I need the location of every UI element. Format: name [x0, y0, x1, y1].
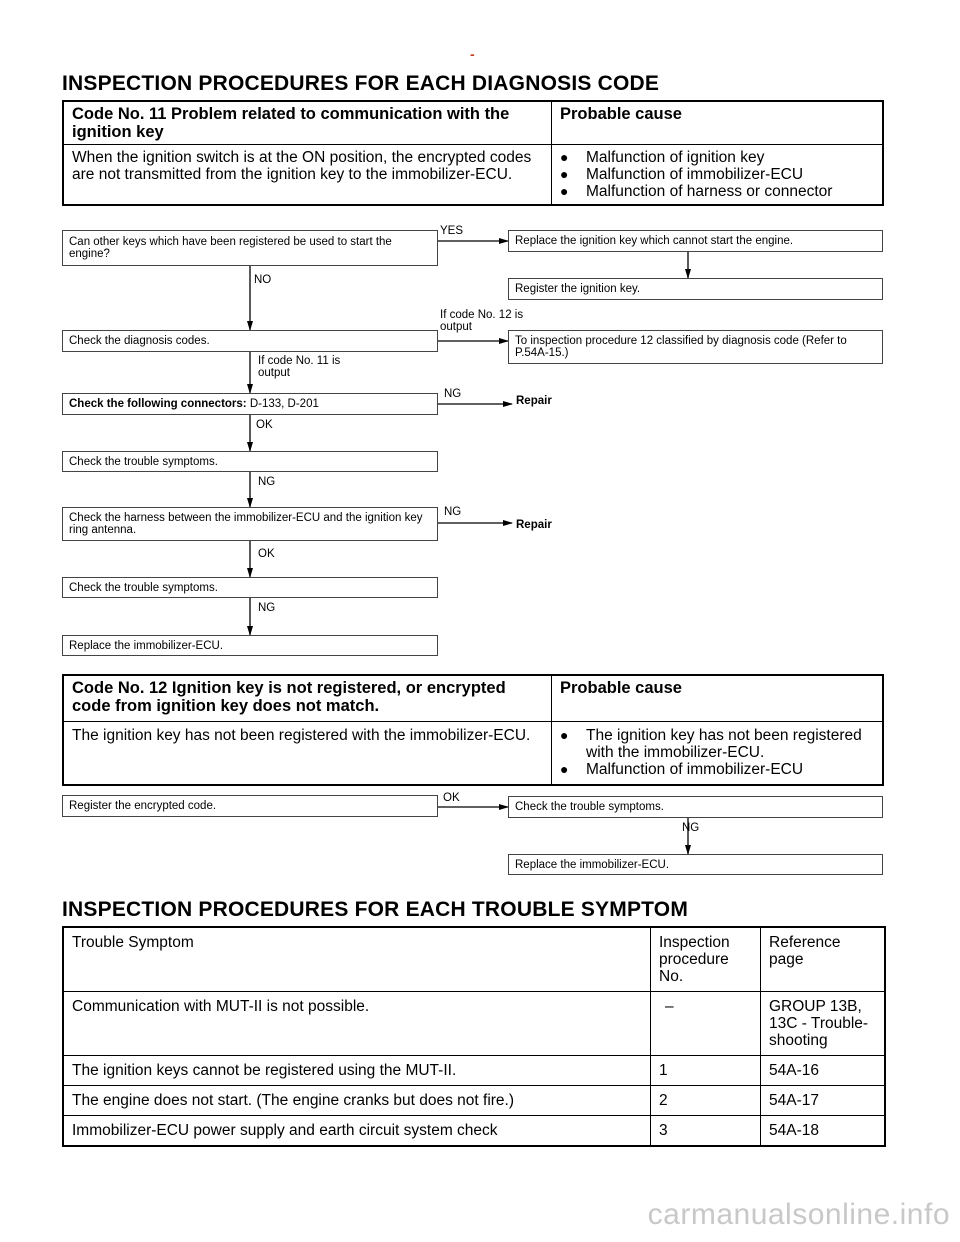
- flow-check-connectors: Check the following connectors: D-133, D-201: [62, 393, 438, 415]
- watermark-text: carmanualsonline.info: [647, 1198, 950, 1231]
- cause-item: ● Malfunction of immobilizer-ECU: [560, 761, 804, 778]
- code11-description: When the ignition switch is at the ON position, the encrypted codes are not transmitted from the ignition key to the immobilizer-ECU.: [64, 145, 552, 204]
- cell-symptom: Communication with MUT-II is not possible.: [63, 992, 651, 1056]
- cell-procedure: –: [651, 992, 761, 1056]
- table-row: [63, 992, 885, 1056]
- code12-table: [62, 674, 884, 786]
- flow-label-yes: YES: [440, 225, 464, 237]
- code11-cause-header: Probable cause: [560, 105, 682, 123]
- flow-repair-2: Repair: [516, 519, 552, 531]
- cell-symptom: The engine does not start. (The engine cranks but does not fire.): [63, 1086, 651, 1116]
- cell-procedure: 1: [651, 1056, 761, 1086]
- cause-item: ● Malfunction of harness or connector: [560, 183, 833, 200]
- col-header-procedure: Inspection procedure No.: [651, 927, 761, 992]
- flow12-replace-ecu: Replace the immobilizer-ECU.: [508, 854, 883, 875]
- table-row: [63, 1086, 885, 1116]
- bullet-icon: ●: [560, 149, 569, 165]
- table-header-row: [63, 927, 885, 992]
- code12-description: The ignition key has not been registered with the immobilizer-ECU.: [64, 722, 552, 784]
- flow-label-no: NO: [254, 274, 272, 286]
- bullet-icon: ●: [560, 761, 569, 777]
- flow12-check-symptoms: Check the trouble symptoms.: [508, 796, 883, 818]
- cause-item: ● Malfunction of immobilizer-ECU: [560, 166, 804, 183]
- flow-label-ng1: NG: [444, 388, 462, 400]
- cell-symptom: Immobilizer-ECU power supply and earth circuit system check: [63, 1116, 651, 1147]
- flow-replace-ecu: Replace the immobilizer-ECU.: [62, 635, 438, 656]
- top-mark: -: [470, 46, 475, 62]
- cell-reference: GROUP 13B, 13C - Trouble-shooting: [761, 992, 886, 1056]
- flow12-label-ok: OK: [443, 792, 460, 804]
- flow-to-procedure-12: To inspection procedure 12 classified by diagnosis code (Refer to P.54A-15.): [508, 330, 883, 364]
- table-row: [63, 1056, 885, 1086]
- flow-label-ok1: OK: [256, 419, 273, 431]
- flow-label-ng4: NG: [258, 602, 276, 614]
- code12-causes: [552, 722, 882, 784]
- section-title-trouble-symptom: INSPECTION PROCEDURES FOR EACH TROUBLE SYMPTOM: [62, 898, 689, 921]
- flow-question-other-keys: Can other keys which have been registered be used to start the engine?: [62, 230, 438, 266]
- flow12-label-ng: NG: [682, 822, 700, 834]
- flow-check-symptoms-1: Check the trouble symptoms.: [62, 451, 438, 472]
- col-header-symptom: Trouble Symptom: [63, 927, 651, 992]
- cell-procedure: 2: [651, 1086, 761, 1116]
- flow-check-codes: Check the diagnosis codes.: [62, 330, 438, 352]
- cell-symptom: The ignition keys cannot be registered using the MUT-II.: [63, 1056, 651, 1086]
- flow-register-key: Register the ignition key.: [508, 278, 883, 300]
- cell-reference: 54A-18: [761, 1116, 886, 1147]
- bullet-icon: ●: [560, 183, 569, 199]
- cause-item: ● The ignition key has not been registered with the immobilizer-ECU.: [560, 727, 862, 761]
- table-row: [63, 1116, 885, 1147]
- code12-header: Code No. 12 Ignition key is not registered, or encrypted code from ignition key does not match.: [64, 676, 552, 721]
- bullet-icon: ●: [560, 727, 569, 743]
- code11-header: Code No. 11 Problem related to communication with the ignition key: [64, 102, 552, 144]
- flow-repair-1: Repair: [516, 395, 552, 407]
- cell-reference: 54A-16: [761, 1056, 886, 1086]
- flow-check-symptoms-2: Check the trouble symptoms.: [62, 577, 438, 598]
- col-header-reference: Reference page: [761, 927, 886, 992]
- bullet-icon: ●: [560, 166, 569, 182]
- trouble-symptom-table: [62, 926, 886, 1147]
- flow12-register-code: Register the encrypted code.: [62, 795, 438, 817]
- cell-reference: 54A-17: [761, 1086, 886, 1116]
- cause-item: ● Malfunction of ignition key: [560, 149, 765, 166]
- flow-label-ng3: NG: [444, 506, 462, 518]
- flow-label-if12: If code No. 12 is output: [440, 309, 524, 333]
- flow-replace-key: Replace the ignition key which cannot start the engine.: [508, 230, 883, 252]
- flow-label-if11: If code No. 11 is output: [258, 355, 341, 379]
- flow-check-harness: Check the harness between the immobilizer-ECU and the ignition key ring antenna.: [62, 507, 438, 541]
- code12-cause-header: Probable cause: [560, 679, 682, 697]
- flow-label-ng2: NG: [258, 476, 276, 488]
- cell-procedure: 3: [651, 1116, 761, 1147]
- section-title-diagnosis-codes: INSPECTION PROCEDURES FOR EACH DIAGNOSIS CODE: [62, 72, 660, 95]
- flow-label-ok2: OK: [258, 548, 275, 560]
